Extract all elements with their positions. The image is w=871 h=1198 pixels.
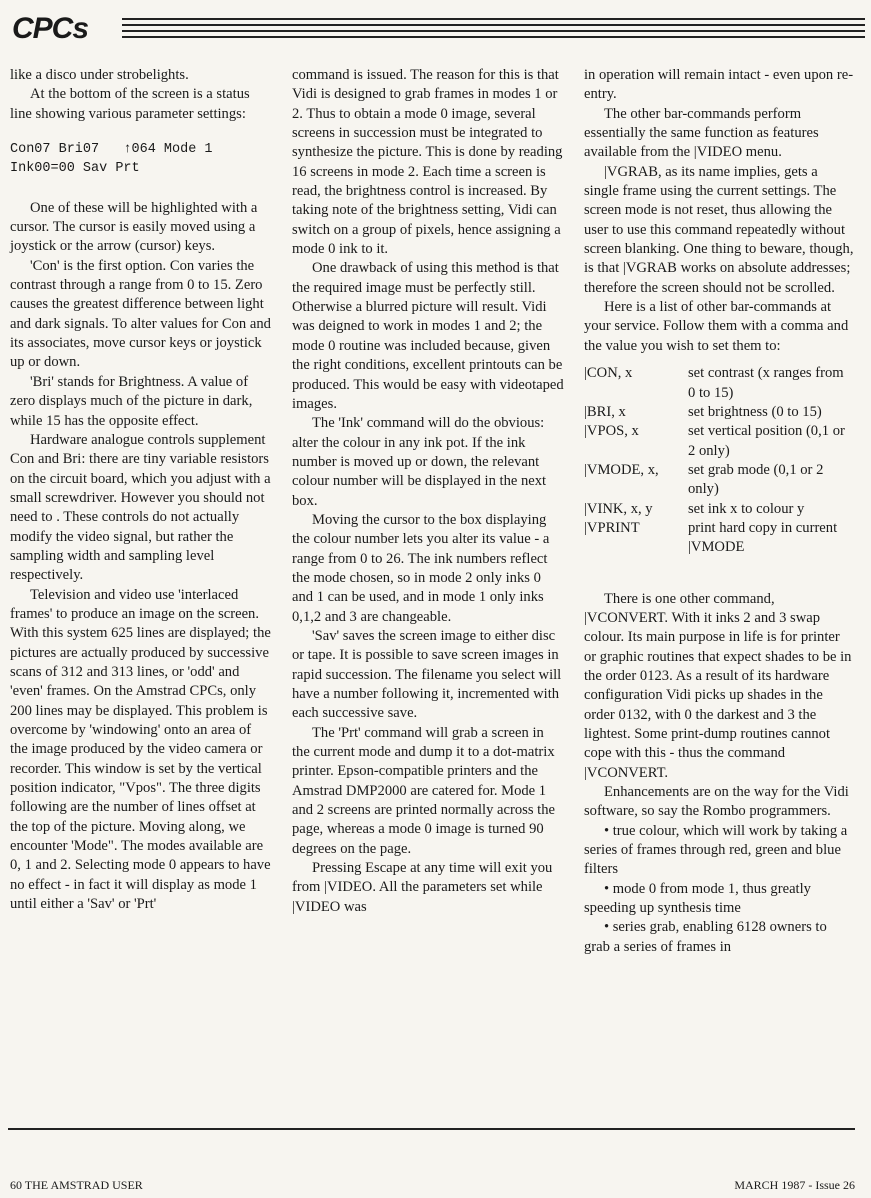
paragraph: The other bar-commands perform essentially the same function as features available from the |VIDEO menu. bbox=[584, 105, 819, 161]
command-description: set grab mode (0,1 or 2 only) bbox=[688, 461, 824, 498]
paragraph: 'Sav' saves the screen image to either disc or tape. It is possible to save screen images in rapid succession. The filename you select will have a number following it, incremented with each successive save. bbox=[292, 627, 562, 722]
paragraph: The 'Prt' command will grab a screen in the current mode and dump it to a dot-matrix printer. Epson-compatible printers and the Amstrad DMP2000 are catered for. Mode 1 and 2 screens are printed normally across the page, whereas a mode 0 image is turned 90 degrees on the page. bbox=[292, 724, 555, 857]
paragraph: At the bottom of the screen is a status line showing various parameter settings: bbox=[10, 86, 250, 122]
page-header bbox=[10, 12, 865, 46]
command-name: |BRI, x bbox=[584, 403, 626, 420]
command-name: |CON, x bbox=[584, 365, 633, 382]
footer-rule bbox=[8, 1128, 855, 1130]
paragraph: Television and video use 'interlaced frames' to produce an image on the screen. With this system 625 lines are displayed; the pictures are actually produced by successive scans of 312 and 313 lines, or 'odd' and 'even' frames. On the Amstrad CPCs, only 200 lines may be displayed. This problem is overcome by 'windowing' onto an area of the image produced by the video camera or recorder. This window is set by the vertical position indicator, "Vpos". The three digits following are the number of lines offset at the top of the picture. Moving along, we encounter 'Mode". The modes available are 0, 1 and 2. Selecting mode 0 appears to have no effect - in fact it will display as mode 1 until either a 'Sav' or 'Prt' bbox=[10, 586, 271, 913]
paragraph: Here is a list of other bar-commands at your service. Follow them with a comma and the value you wish to set them to: bbox=[584, 299, 849, 354]
command-name: |VPOS, x bbox=[584, 423, 639, 440]
table-row bbox=[584, 461, 854, 500]
header-rules bbox=[122, 18, 865, 44]
command-description: set brightness (0 to 15) bbox=[688, 403, 822, 420]
paragraph: 'Bri' stands for Brightness. A value of zero displays much of the picture in dark, while 15 has the opposite effect. bbox=[10, 373, 253, 429]
bullet-item: • mode 0 from mode 1, thus greatly speeding up synthesis time bbox=[584, 880, 811, 917]
table-row bbox=[584, 519, 854, 558]
column-1 bbox=[10, 66, 272, 914]
paragraph: |VGRAB, as its name implies, gets a single frame using the current settings. The screen mode is not reset, thus allowing the user to use this command repeatedly without screen blanking. One thing to beware, though, is that |VGRAB works on absolute addresses; therefore the screen should not be scrolled. bbox=[584, 163, 854, 296]
table-row bbox=[584, 500, 854, 519]
paragraph: command is issued. The reason for this is that Vidi is designed to grab frames in modes 1 or 2. Thus to obtain a mode 0 image, several screens in succession must be integrated to synthesize the picture. This is done by reading 16 screens in mode 2. Each time a screen is read, the brightness control is increased. By taking note of the brightness setting, Vidi can switch on a group of pixels, hence assigning a mode 0 ink to it. bbox=[292, 67, 563, 258]
command-description: print hard copy in current |VMODE bbox=[688, 519, 838, 556]
command-name: |VMODE, x, bbox=[584, 461, 659, 478]
table-row bbox=[584, 422, 854, 461]
paragraph: One of these will be highlighted with a cursor. The cursor is easily moved using a joystick or the arrow (cursor) keys. bbox=[10, 199, 258, 255]
section-title: CPCs bbox=[12, 12, 89, 45]
paragraph: There is one other command, |VCONVERT. With it inks 2 and 3 swap colour. Its main purpose in life is for printer or graphic routines that expect shades to be in the order 0123. As a result of its hardware configuration Vidi picks up shades in the order 0132, with 0 the darkest and 3 the lightest. Some print-dump routines cannot cope with this - thus the command |VCONVERT. bbox=[584, 590, 852, 781]
bullet-item: • series grab, enabling 6128 owners to grab a series of frames in bbox=[584, 919, 827, 955]
command-name: |VPRINT bbox=[584, 519, 640, 536]
command-name: |VINK, x, y bbox=[584, 500, 653, 517]
paragraph: Pressing Escape at any time will exit you from |VIDEO. All the parameters set while |VIDEO was bbox=[292, 860, 553, 915]
paragraph: The 'Ink' command will do the obvious: alter the colour in any ink pot. If the ink number is moved up or down, the relevant colour number will be displayed in the next box. bbox=[292, 415, 547, 509]
status-line-2: Ink00=00 Sav Prt bbox=[10, 161, 140, 177]
paragraph: One drawback of using this method is that the required image must be perfectly still. Otherwise a blurred picture will result. Vidi was deigned to work in modes 1 and 2; the mode 0 routine was included because, given the right conditions, excellent printouts can be produced. This would be easy with videotaped images. bbox=[292, 260, 564, 412]
paragraph: Moving the cursor to the box displaying the colour number lets you alter its value - a range from 0 to 26. The ink numbers reflect the mode chosen, so in mode 2 only inks 0 and 1 can be used, and in mode 1 only inks 0,1,2 and 3 are changeable. bbox=[292, 511, 550, 625]
footer-left: 60 THE AMSTRAD USER bbox=[10, 1178, 143, 1192]
command-description: set contrast (x ranges from 0 to 15) bbox=[688, 365, 844, 401]
paragraph: 'Con' is the first option. Con varies the contrast through a range from 0 to 15. Zero causes the greatest difference between light and dark signals. To alter values for Con and its associates, move cursor keys or joystick up or down. bbox=[10, 257, 271, 371]
status-line-1: Con07 Bri07 ↑064 Mode 1 bbox=[10, 142, 213, 158]
command-description: set vertical position (0,1 or 2 only) bbox=[688, 423, 845, 459]
paragraph: like a disco under strobelights. bbox=[10, 67, 189, 83]
paragraph: in operation will remain intact - even upon re-entry. bbox=[584, 67, 854, 103]
footer-right: MARCH 1987 - Issue 26 bbox=[734, 1178, 855, 1192]
status-line-example bbox=[10, 140, 272, 179]
paragraph: Enhancements are on the way for the Vidi software, so say the Rombo programmers. bbox=[584, 784, 849, 820]
bullet-item: • true colour, which will work by taking a series of frames through red, green and blue filters bbox=[584, 822, 848, 878]
command-description: set ink x to colour y bbox=[688, 500, 805, 517]
column-2 bbox=[292, 66, 564, 917]
paragraph: Hardware analogue controls supplement Con and Bri: there are tiny variable resistors on the circuit board, which you adjust with a small screwdriver. However you should not need to . These controls do not actually modify the video signal, but rather the sampling width and sampling level respectively. bbox=[10, 431, 271, 584]
table-row bbox=[584, 403, 854, 422]
table-row bbox=[584, 364, 854, 403]
column-3 bbox=[584, 66, 854, 957]
command-table bbox=[584, 364, 854, 557]
